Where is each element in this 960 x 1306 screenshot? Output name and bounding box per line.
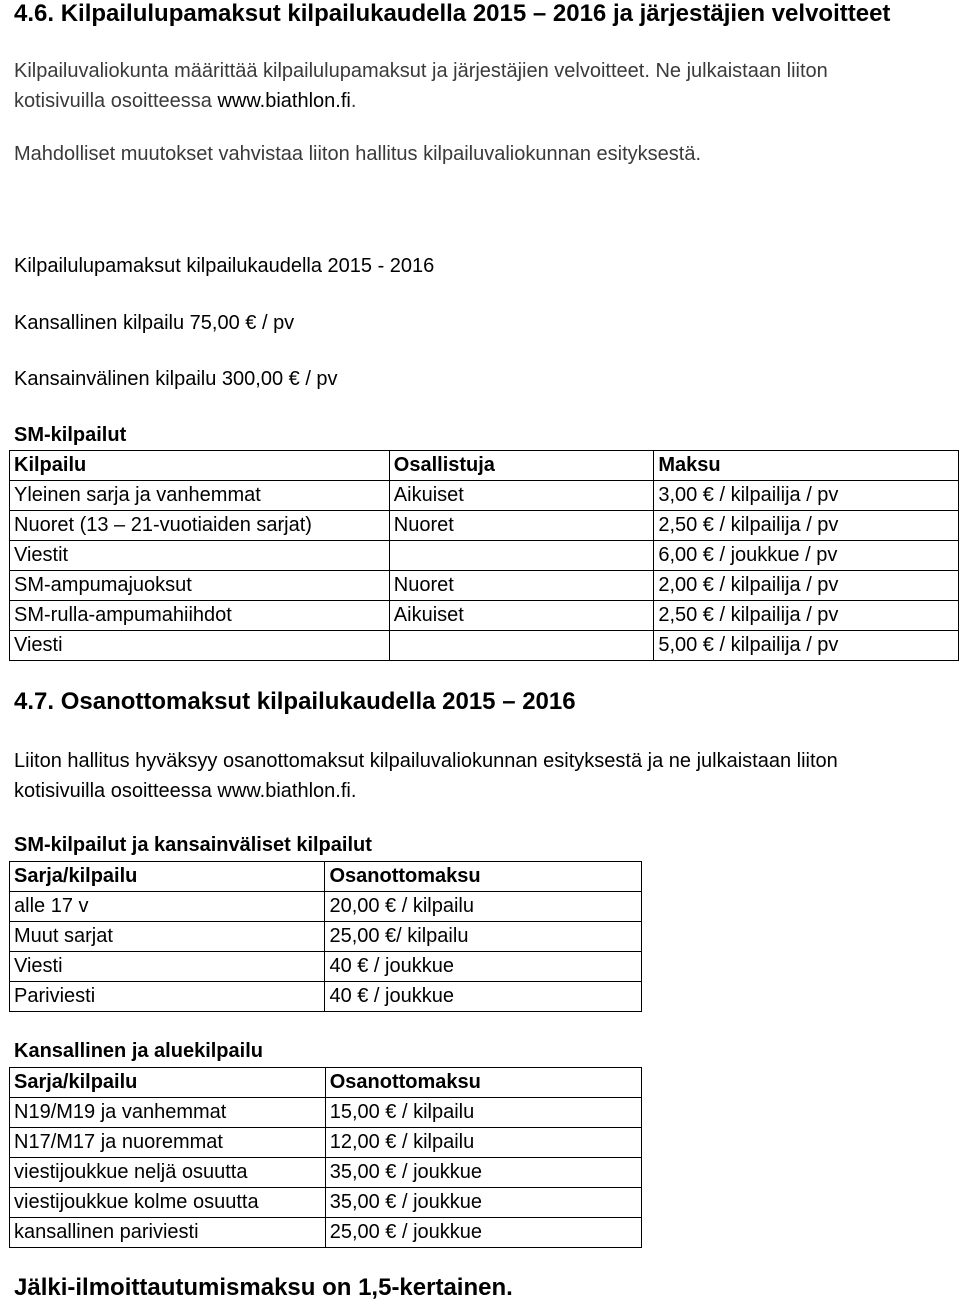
header-cell: Kilpailu bbox=[10, 451, 390, 481]
table-row bbox=[10, 571, 959, 601]
table-cell: Yleinen sarja ja vanhemmat bbox=[10, 481, 390, 511]
table-cell: viestijoukkue kolme osuutta bbox=[10, 1188, 326, 1218]
table-row bbox=[10, 481, 959, 511]
table-row bbox=[10, 1188, 642, 1218]
table-cell: Nuoret bbox=[389, 511, 654, 541]
table-cell: 35,00 € / joukkue bbox=[325, 1188, 641, 1218]
table-row bbox=[10, 511, 959, 541]
header-cell: Osanottomaksu bbox=[325, 862, 642, 892]
table-row bbox=[10, 922, 642, 952]
table-cell bbox=[389, 541, 654, 571]
table-cell: alle 17 v bbox=[10, 892, 325, 922]
table-cell: Aikuiset bbox=[389, 601, 654, 631]
table-cell: 15,00 € / kilpailu bbox=[325, 1098, 641, 1128]
table-cell: N17/M17 ja nuoremmat bbox=[10, 1128, 326, 1158]
intro-line-1: Kilpailuvaliokunta määrittää kilpailulupamaksut ja järjestäjien velvoitteet. Ne julkaistaan liiton bbox=[14, 60, 828, 82]
sm-intl-title: SM-kilpailut ja kansainväliset kilpailut bbox=[14, 834, 372, 856]
table-cell: Nuoret (13 – 21-vuotiaiden sarjat) bbox=[10, 511, 390, 541]
table-row bbox=[10, 952, 642, 982]
table-cell: 20,00 € / kilpailu bbox=[325, 892, 642, 922]
sm-fees-table bbox=[9, 450, 959, 661]
international-fee-line: Kansainvälinen kilpailu 300,00 € / pv bbox=[14, 368, 338, 390]
table-cell: 40 € / joukkue bbox=[325, 982, 642, 1012]
table-cell: Muut sarjat bbox=[10, 922, 325, 952]
table-cell: N19/M19 ja vanhemmat bbox=[10, 1098, 326, 1128]
table-row bbox=[10, 541, 959, 571]
table-cell: kansallinen pariviesti bbox=[10, 1218, 326, 1248]
table-row bbox=[10, 982, 642, 1012]
table-cell: 2,50 € / kilpailija / pv bbox=[654, 601, 959, 631]
sm-intl-fees-table bbox=[9, 861, 642, 1012]
table-cell: 12,00 € / kilpailu bbox=[325, 1128, 641, 1158]
national-fees-table bbox=[9, 1067, 642, 1248]
table-row bbox=[10, 1218, 642, 1248]
changes-paragraph: Mahdolliset muutokset vahvistaa liiton hallitus kilpailuvaliokunnan esityksestä. bbox=[14, 143, 702, 165]
header-cell: Sarja/kilpailu bbox=[10, 862, 325, 892]
intro-line-2-suffix: . bbox=[350, 90, 357, 112]
table-cell: Nuoret bbox=[389, 571, 654, 601]
table-header-row bbox=[10, 451, 959, 481]
table-cell: Aikuiset bbox=[389, 481, 654, 511]
intro-line-2-prefix: kotisivuilla osoitteessa bbox=[14, 90, 218, 112]
table-row bbox=[10, 631, 959, 661]
header-cell: Maksu bbox=[654, 451, 959, 481]
late-registration-note: Jälki-ilmoittautumismaksu on 1,5-kertainen. bbox=[14, 1274, 513, 1301]
table-cell: Viesti bbox=[10, 631, 390, 661]
table-row bbox=[10, 601, 959, 631]
entry-fees-line-2: kotisivuilla osoitteessa www.biathlon.fi. bbox=[14, 780, 357, 802]
table-cell: 25,00 €/ kilpailu bbox=[325, 922, 642, 952]
table-row bbox=[10, 1158, 642, 1188]
table-cell: 40 € / joukkue bbox=[325, 952, 642, 982]
table-cell: 6,00 € / joukkue / pv bbox=[654, 541, 959, 571]
table-cell: 3,00 € / kilpailija / pv bbox=[654, 481, 959, 511]
header-cell: Osallistuja bbox=[389, 451, 654, 481]
table-cell: viestijoukkue neljä osuutta bbox=[10, 1158, 326, 1188]
table-cell: SM-ampumajuoksut bbox=[10, 571, 390, 601]
table-cell: 2,50 € / kilpailija / pv bbox=[654, 511, 959, 541]
national-fee-line: Kansallinen kilpailu 75,00 € / pv bbox=[14, 312, 295, 334]
section-4-7-heading: 4.7. Osanottomaksut kilpailukaudella 2015 – 2016 bbox=[14, 688, 576, 715]
table-cell: Viestit bbox=[10, 541, 390, 571]
table-row bbox=[10, 1128, 642, 1158]
section-4-6-heading: 4.6. Kilpailulupamaksut kilpailukaudella 2015 – 2016 ja järjestäjien velvoitteet bbox=[14, 0, 891, 27]
sm-competitions-title: SM-kilpailut bbox=[14, 424, 127, 446]
table-cell: 2,00 € / kilpailija / pv bbox=[654, 571, 959, 601]
table-row bbox=[10, 892, 642, 922]
entry-fees-line-1: Liiton hallitus hyväksyy osanottomaksut kilpailuvaliokunnan esityksestä ja ne julkaistaan liiton bbox=[14, 750, 838, 772]
license-fees-title: Kilpailulupamaksut kilpailukaudella 2015 - 2016 bbox=[14, 255, 435, 277]
table-cell: 35,00 € / joukkue bbox=[325, 1158, 641, 1188]
table-header-row bbox=[10, 862, 642, 892]
table-cell: Pariviesti bbox=[10, 982, 325, 1012]
table-cell bbox=[389, 631, 654, 661]
table-cell: Viesti bbox=[10, 952, 325, 982]
table-cell: 5,00 € / kilpailija / pv bbox=[654, 631, 959, 661]
biathlon-link[interactable]: www.biathlon.fi bbox=[217, 90, 351, 112]
header-cell: Osanottomaksu bbox=[325, 1068, 641, 1098]
table-row bbox=[10, 1098, 642, 1128]
national-regional-title: Kansallinen ja aluekilpailu bbox=[14, 1040, 263, 1062]
table-cell: SM-rulla-ampumahiihdot bbox=[10, 601, 390, 631]
header-cell: Sarja/kilpailu bbox=[10, 1068, 326, 1098]
intro-line-2 bbox=[14, 90, 356, 113]
table-header-row bbox=[10, 1068, 642, 1098]
table-cell: 25,00 € / joukkue bbox=[325, 1218, 641, 1248]
